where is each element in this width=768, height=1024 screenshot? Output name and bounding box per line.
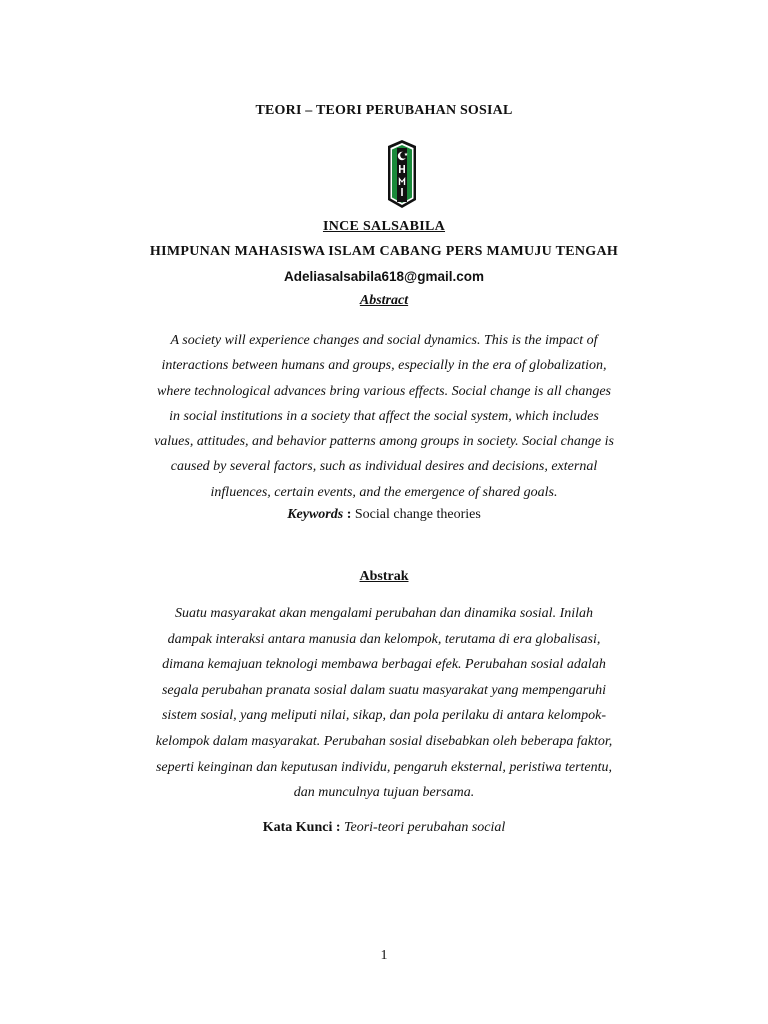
abstract-heading: Abstract bbox=[359, 293, 409, 308]
document-title: TEORI – TEORI PERUBAHAN SOSIAL bbox=[255, 103, 513, 118]
abstract-line: A society will experience changes and social dynamics. This is the impact of bbox=[170, 333, 598, 348]
abstract-line: caused by several factors, such as individual desires and decisions, external bbox=[170, 459, 598, 475]
abstract-line: values, attitudes, and behavior patterns among groups in society. Social change is bbox=[154, 434, 614, 450]
organization-name: HIMPUNAN MAHASISWA ISLAM CABANG PERS MAMUJU TENGAH bbox=[149, 244, 619, 259]
author-name: INCE SALSABILA bbox=[322, 219, 446, 234]
abstract-line: interactions between humans and groups, especially in the era of globalization, bbox=[161, 358, 607, 374]
abstrak-line: dan munculnya tujuan bersama. bbox=[293, 785, 475, 801]
abstract-line: in social institutions in a society that affect the social system, which includes bbox=[169, 408, 599, 424]
abstrak-heading: Abstrak bbox=[359, 569, 409, 584]
abstrak-body bbox=[138, 601, 630, 806]
abstrak-line: dampak interaksi antara manusia dan kelompok, terutama di era globalisasi, bbox=[167, 631, 601, 647]
abstrak-line: seperti keinginan dan keputusan individu, pengaruh eksternal, peristiwa tertentu, bbox=[155, 759, 613, 775]
abstrak-line: Suatu masyarakat akan mengalami perubahan dan dinamika sosial. Inilah bbox=[174, 606, 594, 621]
abstract-line: where technological advances bring various effects. Social change is all changes bbox=[157, 383, 611, 399]
abstrak-line: kelompok dalam masyarakat. Perubahan sosial disebabkan oleh beberapa faktor, bbox=[155, 733, 613, 749]
keywords-line bbox=[0, 507, 768, 523]
keywords-colon: : bbox=[343, 507, 355, 522]
keywords-value: Social change theories bbox=[354, 507, 481, 522]
kata-kunci-line bbox=[0, 820, 768, 836]
abstract-line: influences, certain events, and the emergence of shared goals. bbox=[210, 484, 558, 500]
abstrak-line: sistem sosial, yang meliputi nilai, sikap, dan pola perilaku di antara kelompok- bbox=[161, 708, 607, 724]
kata-kunci-value: Teori-teori perubahan social bbox=[344, 820, 506, 835]
hmi-logo-icon bbox=[387, 140, 417, 208]
page-number: 1 bbox=[380, 948, 388, 963]
abstract-body bbox=[140, 328, 628, 505]
author-email: Adeliasalsabila618@gmail.com bbox=[283, 269, 484, 284]
keywords-label: Keywords bbox=[287, 507, 344, 522]
abstrak-line: segala perubahan pranata sosial dalam suatu masyarakat yang mempengaruhi bbox=[161, 682, 607, 698]
kata-kunci-label: Kata Kunci : bbox=[262, 820, 344, 835]
abstrak-line: dimana kemajuan teknologi membawa berbagai efek. Perubahan sosial adalah bbox=[162, 657, 606, 673]
